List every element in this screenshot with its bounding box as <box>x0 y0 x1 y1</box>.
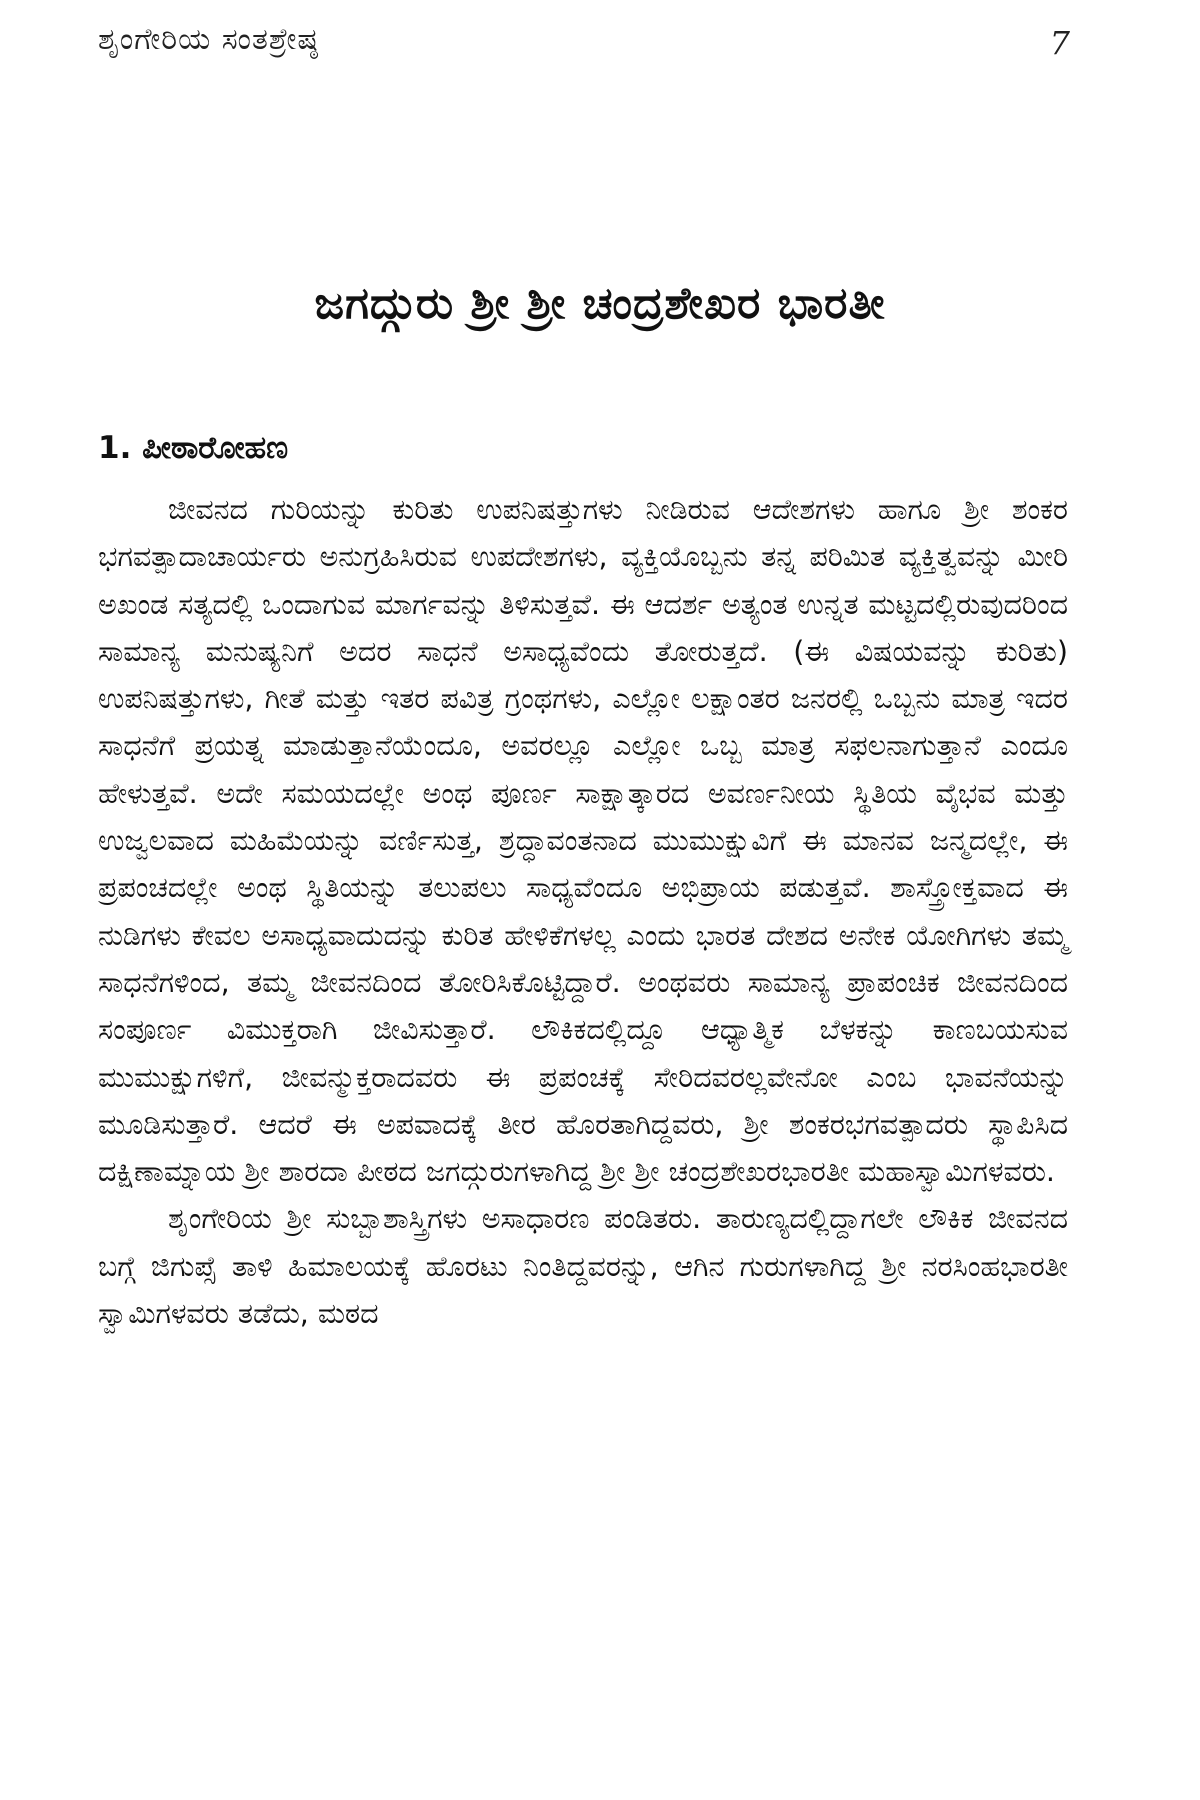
paragraph: ಶೃಂಗೇರಿಯ ಶ್ರೀ ಸುಬ್ಬಾಶಾಸ್ತ್ರಿಗಳು ಅಸಾಧಾರಣ ಪಂಡಿತರು. ತಾರುಣ್ಯದಲ್ಲಿದ್ದಾಗಲೇ ಲೌಕಿಕ ಜೀವನದ ಬಗ್ಗೆ ಜಿಗುಪ್ಸೆ ತಾಳಿ ಹಿಮಾಲಯಕ್ಕೆ ಹೊರಟು ನಿಂತಿದ್ದವರನ್ನು, ಆಗಿನ ಗುರುಗಳಾಗಿದ್ದ ಶ್ರೀ ನರಸಿಂಹಭಾರತೀ ಸ್ವಾಮಿಗಳವರು ತಡೆದು, ಮಠದ <box>98 1202 1068 1331</box>
body-text <box>98 486 1068 1337</box>
page-number: 7 <box>1049 24 1070 62</box>
section-heading: 1. ಪೀಠಾರೋಹಣ <box>98 430 289 466</box>
running-header: ಶೃಂಗೇರಿಯ ಸಂತಶ್ರೇಷ್ಠ <box>98 22 319 57</box>
paragraph: ಜೀವನದ ಗುರಿಯನ್ನು ಕುರಿತು ಉಪನಿಷತ್ತುಗಳು ನೀಡಿರುವ ಆದೇಶಗಳು ಹಾಗೂ ಶ್ರೀ ಶಂಕರ ಭಗವತ್ಪಾದಾಚಾರ್ಯರು ಅನುಗ್ರಹಿಸಿರುವ ಉಪದೇಶಗಳು, ವ್ಯಕ್ತಿಯೊಬ್ಬನು ತನ್ನ ಪರಿಮಿತ ವ್ಯಕ್ತಿತ್ವವನ್ನು ಮೀರಿ ಅಖಂಡ ಸತ್ಯದಲ್ಲಿ ಒಂದಾಗುವ ಮಾರ್ಗವನ್ನು ತಿಳಿಸುತ್ತವೆ. ಈ ಆದರ್ಶ ಅತ್ಯಂತ ಉನ್ನತ ಮಟ್ಟದಲ್ಲಿರುವುದರಿಂದ ಸಾಮಾನ್ಯ ಮನುಷ್ಯನಿಗೆ ಅದರ ಸಾಧನೆ ಅಸಾಧ್ಯವೆಂದು ತೋರುತ್ತದೆ. (ಈ ವಿಷಯವನ್ನು ಕುರಿತು) ಉಪನಿಷತ್ತುಗಳು, ಗೀತೆ ಮತ್ತು ಇತರ ಪವಿತ್ರ ಗ್ರಂಥಗಳು, ಎಲ್ಲೋ ಲಕ್ಷಾಂತರ ಜನರಲ್ಲಿ ಒಬ್ಬನು ಮಾತ್ರ ಇದರ ಸಾಧನೆಗೆ ಪ್ರಯತ್ನ ಮಾಡುತ್ತಾನೆಯೆಂದೂ, ಅವರಲ್ಲೂ ಎಲ್ಲೋ ಒಬ್ಬ ಮಾತ್ರ ಸಫಲನಾಗುತ್ತಾನೆ ಎಂದೂ ಹೇಳುತ್ತವೆ. ಅದೇ ಸಮಯದಲ್ಲೇ ಅಂಥ ಪೂರ್ಣ ಸಾಕ್ಷಾತ್ಕಾರದ ಅವರ್ಣನೀಯ ಸ್ಥಿತಿಯ ವೈಭವ ಮತ್ತು ಉಜ್ವಲವಾದ ಮಹಿಮೆಯನ್ನು ವರ್ಣಿಸುತ್ತ, ಶ್ರದ್ಧಾವಂತನಾದ ಮುಮುಕ್ಷುವಿಗೆ ಈ ಮಾನವ ಜನ್ಮದಲ್ಲೇ, ಈ ಪ್ರಪಂಚದಲ್ಲೇ ಅಂಥ ಸ್ಥಿತಿಯನ್ನು ತಲುಪಲು ಸಾಧ್ಯವೆಂದೂ ಅಭಿಪ್ರಾಯ ಪಡುತ್ತವೆ. ಶಾಸ್ತ್ರೋಕ್ತವಾದ ಈ ನುಡಿಗಳು ಕೇವಲ ಅಸಾಧ್ಯವಾದುದನ್ನು ಕುರಿತ ಹೇಳಿಕೆಗಳಲ್ಲ ಎಂದು ಭಾರತ ದೇಶದ ಅನೇಕ ಯೋಗಿಗಳು ತಮ್ಮ ಸಾಧನೆಗಳಿಂದ, ತಮ್ಮ ಜೀವನದಿಂದ ತೋರಿಸಿಕೊಟ್ಟಿದ್ದಾರೆ. ಅಂಥವರು ಸಾಮಾನ್ಯ ಪ್ರಾಪಂಚಿಕ ಜೀವನದಿಂದ ಸಂಪೂರ್ಣ ವಿಮುಕ್ತರಾಗಿ ಜೀವಿಸುತ್ತಾರೆ. ಲೌಕಿಕದಲ್ಲಿದ್ದೂ ಆಧ್ಯಾತ್ಮಿಕ ಬೆಳಕನ್ನು ಕಾಣಬಯಸುವ ಮುಮುಕ್ಷುಗಳಿಗೆ, ಜೀವನ್ಮುಕ್ತರಾದವರು ಈ ಪ್ರಪಂಚಕ್ಕೆ ಸೇರಿದವರಲ್ಲವೇನೋ ಎಂಬ ಭಾವನೆಯನ್ನು ಮೂಡಿಸುತ್ತಾರೆ. ಆದರೆ ಈ ಅಪವಾದಕ್ಕೆ ತೀರ ಹೊರತಾಗಿದ್ದವರು, ಶ್ರೀ ಶಂಕರಭಗವತ್ಪಾದರು ಸ್ಥಾಪಿಸಿದ ದಕ್ಷಿಣಾಮ್ನಾಯ ಶ್ರೀ ಶಾರದಾ ಪೀಠದ ಜಗದ್ಗುರುಗಳಾಗಿದ್ದ ಶ್ರೀ ಶ್ರೀ ಚಂದ್ರಶೇಖರಭಾರತೀ ಮಹಾಸ್ವಾಮಿಗಳವರು. <box>98 493 1068 1189</box>
chapter-title: ಜಗದ್ಗುರು ಶ್ರೀ ಶ್ರೀ ಚಂದ್ರಶೇಖರ ಭಾರತೀ <box>314 278 886 329</box>
